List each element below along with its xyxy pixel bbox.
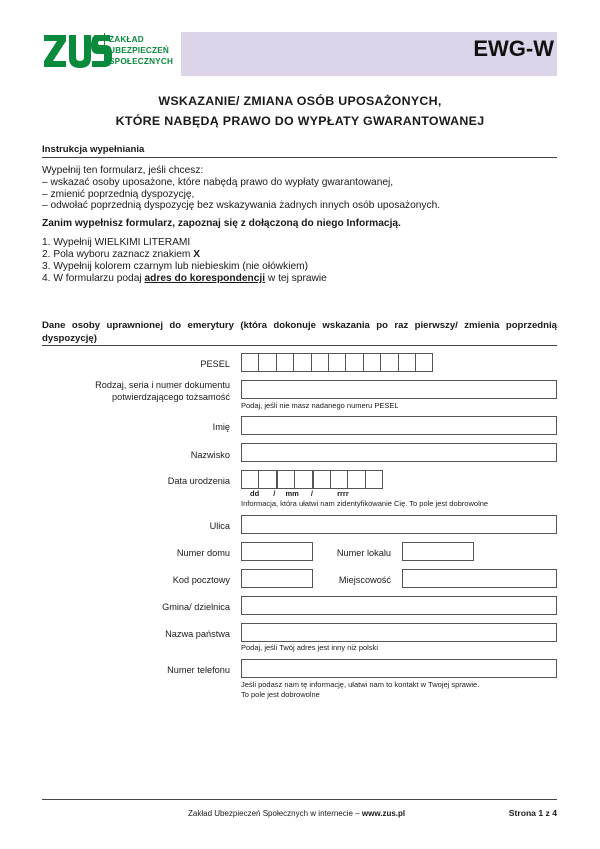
instructions-step: 3. Wypełnij kolorem czarnym lub niebieskim (nie ołówkiem) (42, 261, 309, 272)
footer-divider (42, 799, 557, 800)
footer-link[interactable]: www.zus.pl (361, 809, 406, 818)
logo-divider (104, 33, 105, 67)
instructions-bullet: – odwołać poprzednią dyspozycję bez wskazywania żadnych innych osób uposażonych. (42, 200, 441, 211)
postal-code-label: Kod pocztowy (172, 575, 230, 585)
commune-input[interactable] (241, 596, 557, 615)
page-number: Strona 1 z 4 (508, 808, 557, 818)
form-code: EWG-W (473, 36, 554, 61)
birth-date-label: Data urodzenia (167, 476, 230, 486)
birth-date-input[interactable] (241, 470, 382, 489)
last-name-label: Nazwisko (190, 450, 230, 460)
read-info-note: Zanim wypełnisz formularz, zapoznaj się z dołączoną do niego Informacją. (42, 218, 401, 229)
postal-code-input[interactable] (241, 569, 313, 588)
instructions-step: 4. W formularzu podaj adres do korespondencji w tej sprawie (42, 273, 327, 284)
document-input[interactable] (241, 380, 557, 399)
house-number-input[interactable] (241, 542, 313, 561)
pesel-input[interactable] (241, 353, 432, 372)
divider (42, 345, 557, 346)
form-title-line2: KTÓRE NABĘDĄ PRAWO DO WYPŁATY GWARANTOWANEJ (115, 114, 485, 128)
city-label: Miejscowość (338, 575, 391, 585)
document-label: Rodzaj, seria i numer dokumentu potwierdzającego tożsamość (95, 380, 230, 402)
x-mark: X (193, 249, 200, 260)
instructions-heading: Instrukcja wypełniania (42, 144, 145, 155)
first-name-input[interactable] (241, 416, 557, 435)
divider (42, 157, 557, 158)
phone-hint: Jeśli podasz nam tę informację, ułatwi nam to kontakt w Twojej sprawie. To pole jest dobrowolne (241, 680, 480, 699)
city-input[interactable] (402, 569, 557, 588)
house-number-label: Numer domu (176, 548, 230, 558)
form-title-line1: WSKAZANIE/ ZMIANA OSÓB UPOSAŻONYCH, (158, 94, 442, 108)
phone-label: Numer telefonu (167, 665, 230, 675)
phone-input[interactable] (241, 659, 557, 678)
pesel-label: PESEL (200, 359, 230, 369)
country-hint: Podaj, jeśli Twój adres jest inny niż polski (241, 643, 379, 652)
last-name-input[interactable] (241, 443, 557, 462)
country-input[interactable] (241, 623, 557, 642)
section-heading: Dane osoby uprawnionej do emerytury (która dokonuje wskazania po raz pierwszy/ zmienia poprzednią dyspozycję) (42, 320, 557, 344)
birth-date-hint: Informacja, która ułatwi nam zidentyfikowanie Cię. To pole jest dobrowolne (241, 499, 489, 508)
country-label: Nazwa państwa (165, 629, 230, 639)
instructions-step: 2. Pola wyboru zaznacz znakiem X (42, 249, 200, 260)
instructions-bullet: – wskazać osoby uposażone, które nabędą prawo do wypłaty gwarantowanej, (42, 177, 394, 188)
flat-number-label: Numer lokalu (336, 548, 391, 558)
logo-text: ZAKŁAD UBEZPIECZEŃ SPOŁECZNYCH (109, 35, 174, 66)
flat-number-input[interactable] (402, 542, 474, 561)
first-name-label: Imię (212, 422, 230, 432)
street-input[interactable] (241, 515, 557, 534)
footer-text: Zakład Ubezpieczeń Społecznych w internecie – www.zus.pl (188, 809, 406, 818)
date-format-hint: dd / mm / rrrr (250, 489, 349, 498)
commune-label: Gmina/ dzielnica (162, 602, 230, 612)
street-label: Ulica (209, 521, 230, 531)
instructions-step: 1. Wypełnij WIELKIMI LITERAMI (42, 237, 191, 248)
instructions-intro: Wypełnij ten formularz, jeśli chcesz: (42, 165, 204, 176)
instructions-bullet: – zmienić poprzednią dyspozycję, (42, 189, 195, 200)
document-hint: Podaj, jeśli nie masz nadanego numeru PESEL (241, 401, 399, 410)
address-emphasis: adres do korespondencji (144, 273, 266, 284)
